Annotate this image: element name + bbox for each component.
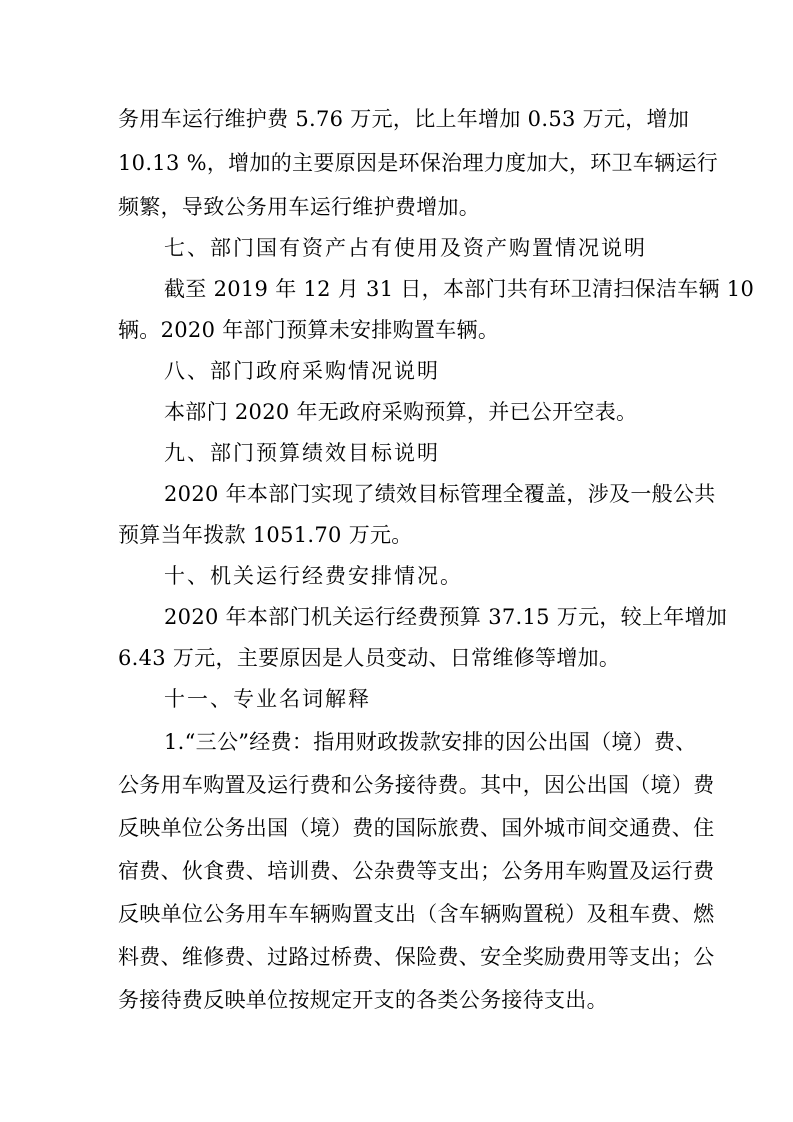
paragraph-line: 料费、维修费、过路过桥费、保险费、安全奖励费用等支出；公 (118, 945, 715, 969)
paragraph-line: 务用车运行维护费 5.76 万元，比上年增加 0.53 万元，增加 (118, 107, 690, 131)
section-heading-9: 九、部门预算绩效目标说明 (164, 441, 440, 465)
paragraph-line: 辆。2020 年部门预算未安排购置车辆。 (118, 318, 500, 342)
paragraph-line: 10.13 %，增加的主要原因是环保治理力度加大，环卫车辆运行 (118, 151, 719, 175)
paragraph-line: 反映单位公务出国（境）费的国际旅费、国外城市间交通费、住 (118, 816, 715, 840)
paragraph-line: 本部门 2020 年无政府采购预算，并已公开空表。 (164, 400, 638, 424)
paragraph-line: 截至 2019 年 12 月 31 日，本部门共有环卫清扫保洁车辆 10 (164, 277, 755, 301)
paragraph-line: 6.43 万元，主要原因是人员变动、日常维修等增加。 (118, 646, 621, 670)
paragraph-line: 宿费、伙食费、培训费、公杂费等支出；公务用车购置及运行费 (118, 859, 715, 883)
paragraph-line: 频繁，导致公务用车运行维护费增加。 (118, 195, 481, 219)
paragraph-line: 反映单位公务用车车辆购置支出（含车辆购置税）及租车费、燃 (118, 902, 715, 926)
paragraph-line: 预算当年拨款 1051.70 万元。 (118, 523, 413, 547)
paragraph-line: 2020 年本部门实现了绩效目标管理全覆盖，涉及一般公共 (164, 482, 716, 506)
paragraph-line: 务接待费反映单位按规定开支的各类公务接待支出。 (118, 988, 608, 1012)
section-heading-10: 十、机关运行经费安排情况。 (164, 564, 463, 588)
section-heading-11: 十一、专业名词解释 (164, 687, 371, 711)
paragraph-line: 1.“三公”经费：指用财政拨款安排的因公出国（境）费、 (164, 730, 697, 754)
paragraph-line: 公务用车购置及运行费和公务接待费。其中，因公出国（境）费 (118, 773, 715, 797)
section-heading-7: 七、部门国有资产占有使用及资产购置情况说明 (164, 236, 647, 260)
paragraph-line: 2020 年本部门机关运行经费预算 37.15 万元，较上年增加 (164, 605, 728, 629)
section-heading-8: 八、部门政府采购情况说明 (164, 359, 440, 383)
